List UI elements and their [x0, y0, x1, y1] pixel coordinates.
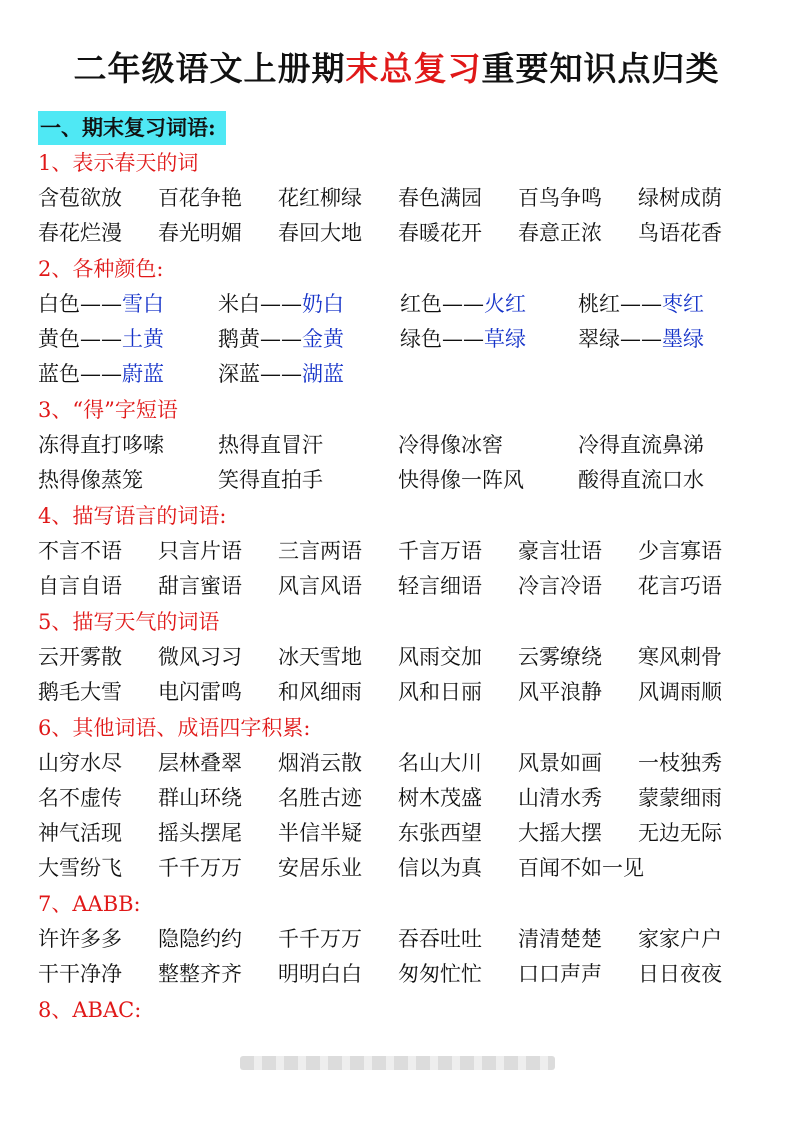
- word: 口口声声: [518, 962, 602, 986]
- word: 春光明媚: [158, 221, 242, 245]
- word: 不言不语: [38, 539, 122, 563]
- color-pair: 深蓝——湖蓝: [218, 362, 344, 386]
- word: 许许多多: [38, 927, 122, 951]
- word: 名山大川: [398, 751, 482, 775]
- word: 东张西望: [398, 821, 482, 845]
- phrase: 笑得直拍手: [218, 468, 323, 492]
- word: 花言巧语: [638, 574, 722, 598]
- word: 风和日丽: [398, 680, 482, 704]
- heading-weather-words: 5、描写天气的词语: [38, 610, 220, 634]
- phrase: 冷得直流鼻涕: [578, 433, 704, 457]
- word: 匆匆忙忙: [398, 962, 482, 986]
- word: 寒风刺骨: [638, 645, 722, 669]
- word: 大摇大摆: [518, 821, 602, 845]
- word: 豪言壮语: [518, 539, 602, 563]
- word: 半信半疑: [278, 821, 362, 845]
- color-pair: 红色——火红: [400, 292, 526, 316]
- word: 烟消云散: [278, 751, 362, 775]
- word-row: [38, 746, 778, 780]
- word: 风调雨顺: [638, 680, 722, 704]
- phrase: 热得直冒汗: [218, 433, 323, 457]
- heading-abac: 8、ABAC:: [38, 998, 142, 1022]
- color-row: [38, 322, 778, 356]
- word: 千千万万: [278, 927, 362, 951]
- phrase: 冻得直打哆嗦: [38, 433, 164, 457]
- word-row: [38, 216, 778, 250]
- word-row: [38, 675, 778, 709]
- word: 树木茂盛: [398, 786, 482, 810]
- word: 百花争艳: [158, 186, 242, 210]
- word: 蒙蒙细雨: [638, 786, 722, 810]
- word: 自言自语: [38, 574, 122, 598]
- word: 名不虚传: [38, 786, 122, 810]
- word: 少言寡语: [638, 539, 722, 563]
- heading-de-phrases: 3、“得”字短语: [38, 398, 178, 422]
- word-row: [38, 534, 778, 568]
- word: 春色满园: [398, 186, 482, 210]
- word: 整整齐齐: [158, 962, 242, 986]
- word: 冷言冷语: [518, 574, 602, 598]
- word: 风言风语: [278, 574, 362, 598]
- word: 风雨交加: [398, 645, 482, 669]
- word: 含苞欲放: [38, 186, 122, 210]
- word: 群山环绕: [158, 786, 242, 810]
- word: 微风习习: [158, 645, 242, 669]
- page-title: 二年级语文上册期末总复习重要知识点归类: [73, 49, 720, 88]
- word: 干干净净: [38, 962, 122, 986]
- color-pair: 蓝色——蔚蓝: [38, 362, 164, 386]
- word-row: [38, 851, 778, 885]
- word: 电闪雷鸣: [158, 680, 242, 704]
- color-pair: 黄色——土黄: [38, 327, 164, 351]
- word: 山穷水尽: [38, 751, 122, 775]
- word: 一枝独秀: [638, 751, 722, 775]
- word: 名胜古迹: [278, 786, 362, 810]
- word: 风景如画: [518, 751, 602, 775]
- word-row: [38, 957, 778, 991]
- word: 春暖花开: [398, 221, 482, 245]
- word-row: [38, 922, 778, 956]
- word: 春回大地: [278, 221, 362, 245]
- word-row: [38, 640, 778, 674]
- section-heading-vocabulary: 一、期末复习词语:: [38, 111, 226, 145]
- word-row: [38, 569, 778, 603]
- phrase: 快得像一阵风: [398, 468, 524, 492]
- word: 花红柳绿: [278, 186, 362, 210]
- heading-speech-words: 4、描写语言的词语:: [38, 504, 227, 528]
- word: 吞吞吐吐: [398, 927, 482, 951]
- word-row: [38, 781, 778, 815]
- word: 安居乐业: [278, 856, 362, 880]
- word: 信以为真: [398, 856, 482, 880]
- word: 日日夜夜: [638, 962, 722, 986]
- word: 无边无际: [638, 821, 722, 845]
- word: 绿树成荫: [638, 186, 722, 210]
- word: 春花烂漫: [38, 221, 122, 245]
- word: 云雾缭绕: [518, 645, 602, 669]
- word: 隐隐约约: [158, 927, 242, 951]
- word: 层林叠翠: [158, 751, 242, 775]
- word: 甜言蜜语: [158, 574, 242, 598]
- word: 鸟语花香: [638, 221, 722, 245]
- word: 家家户户: [638, 927, 722, 951]
- heading-idioms: 6、其他词语、成语四字积累:: [38, 716, 311, 740]
- word: 山清水秀: [518, 786, 602, 810]
- word: 大雪纷飞: [38, 856, 122, 880]
- phrase: 热得像蒸笼: [38, 468, 143, 492]
- color-pair: 绿色——草绿: [400, 327, 526, 351]
- word: 春意正浓: [518, 221, 602, 245]
- word: 百鸟争鸣: [518, 186, 602, 210]
- word: 百闻不如一见: [518, 856, 644, 880]
- color-pair: 米白——奶白: [218, 292, 344, 316]
- blurred-footer-watermark: [240, 1056, 555, 1070]
- word: 神气活现: [38, 821, 122, 845]
- phrase: 酸得直流口水: [578, 468, 704, 492]
- color-row: [38, 357, 778, 391]
- color-pair: 翠绿——墨绿: [578, 327, 704, 351]
- heading-aabb: 7、AABB:: [38, 892, 141, 916]
- color-row: [38, 287, 778, 321]
- color-pair: 桃红——枣红: [578, 292, 704, 316]
- word: 明明白白: [278, 962, 362, 986]
- word: 冰天雪地: [278, 645, 362, 669]
- word: 风平浪静: [518, 680, 602, 704]
- word: 云开雾散: [38, 645, 122, 669]
- word: 轻言细语: [398, 574, 482, 598]
- word: 千言万语: [398, 539, 482, 563]
- color-pair: 鹅黄——金黄: [218, 327, 344, 351]
- word-row: [38, 181, 778, 215]
- word: 鹅毛大雪: [38, 680, 122, 704]
- word: 和风细雨: [278, 680, 362, 704]
- heading-spring-words: 1、表示春天的词: [38, 151, 199, 175]
- word: 清清楚楚: [518, 927, 602, 951]
- phrase-row: [38, 463, 778, 497]
- word: 三言两语: [278, 539, 362, 563]
- word-row: [38, 816, 778, 850]
- phrase-row: [38, 428, 778, 462]
- heading-colors: 2、各种颜色:: [38, 257, 164, 281]
- word: 摇头摆尾: [158, 821, 242, 845]
- phrase: 冷得像冰窖: [398, 433, 503, 457]
- title-highlight: 末总复习: [345, 49, 482, 88]
- word: 只言片语: [158, 539, 242, 563]
- word: 千千万万: [158, 856, 242, 880]
- color-pair: 白色——雪白: [38, 292, 164, 316]
